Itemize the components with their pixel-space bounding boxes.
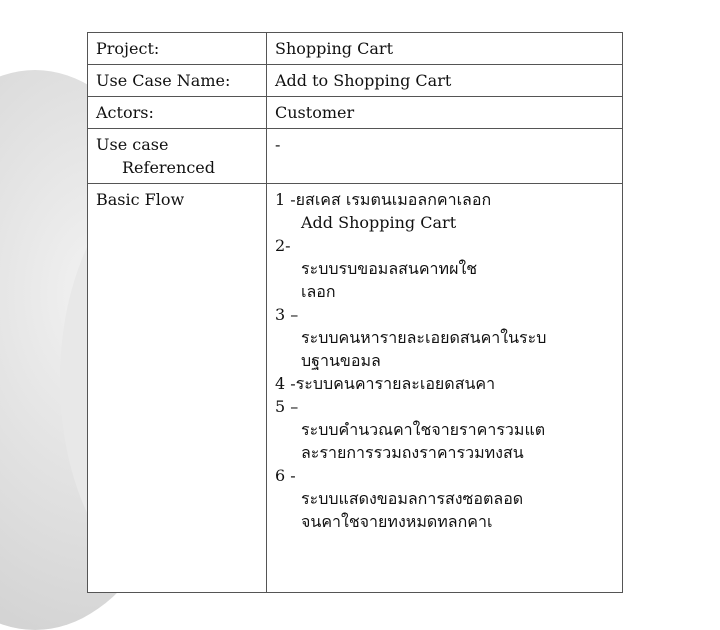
- use-case-name-value: Add to Shopping Cart: [267, 65, 623, 97]
- actors-value: Customer: [267, 97, 623, 129]
- row-use-case-name: [88, 65, 623, 97]
- use-case-referenced-label-line1: Use case: [96, 135, 169, 154]
- row-project: [88, 33, 623, 65]
- row-use-case-referenced: [88, 129, 623, 184]
- flow-step-text: ระบบแสดงขอมลการสงซอตลอด: [301, 489, 524, 508]
- use-case-referenced-label: [88, 129, 267, 184]
- basic-flow-steps: [267, 184, 623, 593]
- flow-step-text-cont: ละรายการรวมถงราคารวมทงสน: [301, 443, 524, 462]
- flow-step: [275, 303, 614, 372]
- flow-step-number: 4 -ระบบคนคารายละเอยดสนคา: [275, 374, 496, 393]
- flow-step-text-cont: จนคาใชจายทงหมดทลกคาเ: [301, 512, 493, 531]
- flow-step-text-cont: เลอก: [301, 282, 336, 301]
- use-case-referenced-label-line2: Referenced: [122, 158, 215, 177]
- actors-label: Actors:: [88, 97, 267, 129]
- row-basic-flow: [88, 184, 623, 593]
- flow-step: [275, 234, 614, 303]
- flow-step-number: 3 –: [275, 305, 299, 324]
- flow-step: [275, 395, 614, 464]
- flow-step: [275, 372, 614, 395]
- use-case-name-label: Use Case Name:: [88, 65, 267, 97]
- use-case-referenced-value: -: [267, 129, 623, 184]
- basic-flow-label: Basic Flow: [88, 184, 267, 593]
- flow-step-number: 5 –: [275, 397, 299, 416]
- flow-step-text: ระบบรบขอมลสนคาทผใช: [301, 259, 478, 278]
- flow-step: [275, 464, 614, 533]
- flow-step-text: ระบบคำนวณคาใชจายราคารวมแต: [301, 420, 546, 439]
- use-case-table: [87, 32, 623, 593]
- project-value: Shopping Cart: [267, 33, 623, 65]
- flow-step-text-cont: บฐานขอมล: [301, 351, 381, 370]
- flow-step-number: 1 -ยสเคส เรมตนเมอลกคาเลอก: [275, 190, 492, 209]
- flow-step-text: Add Shopping Cart: [301, 213, 457, 232]
- flow-step: [275, 188, 614, 234]
- flow-step-number: 6 -: [275, 466, 296, 485]
- project-label: Project:: [88, 33, 267, 65]
- row-actors: [88, 97, 623, 129]
- flow-step-number: 2-: [275, 236, 291, 255]
- flow-step-text: ระบบคนหารายละเอยดสนคาในระบ: [301, 328, 547, 347]
